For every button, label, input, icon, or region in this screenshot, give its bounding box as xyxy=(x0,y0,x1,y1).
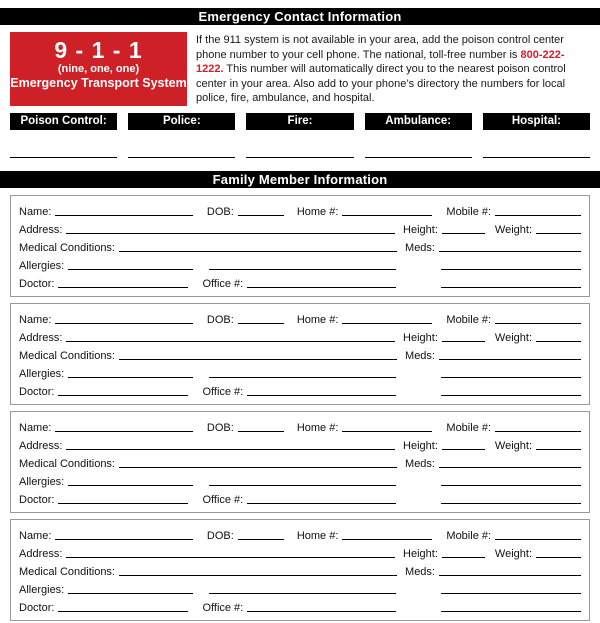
allergies-label: Allergies: xyxy=(19,476,65,488)
home-number-blank-line xyxy=(342,431,432,432)
contact-col-police xyxy=(128,113,235,130)
mobile-number-label: Mobile #: xyxy=(446,206,492,218)
emergency-911-box xyxy=(10,32,187,106)
fire-blank-line xyxy=(246,157,353,158)
poison-control-blank-line xyxy=(10,157,117,158)
allergies-extra-blank-line xyxy=(209,377,396,378)
member-row-allergies xyxy=(19,578,581,596)
contact-label-hospital: Hospital: xyxy=(483,113,590,130)
height-blank-line xyxy=(442,557,485,558)
height-label: Height: xyxy=(403,224,438,236)
doctor-label: Doctor: xyxy=(19,278,55,290)
weight-blank-line xyxy=(536,233,581,234)
doctor-label: Doctor: xyxy=(19,386,55,398)
member-row-allergies xyxy=(19,254,581,272)
allergies-extra-blank-line xyxy=(209,269,396,270)
police-blank-line xyxy=(128,157,235,158)
mobile-number-label: Mobile #: xyxy=(446,314,492,326)
office-number-blank-line xyxy=(247,611,396,612)
contact-col-ambulance xyxy=(365,113,472,130)
member-row-allergies xyxy=(19,362,581,380)
height-label: Height: xyxy=(403,548,438,560)
meds-label: Meds: xyxy=(405,350,435,362)
contact-label-ambulance: Ambulance: xyxy=(365,113,472,130)
doctor-blank-line xyxy=(58,611,188,612)
medical-conditions-blank-line xyxy=(119,359,397,360)
family-member-blocks xyxy=(0,195,600,621)
doctor-blank-line xyxy=(58,287,188,288)
home-number-blank-line xyxy=(342,323,432,324)
home-number-label: Home #: xyxy=(296,530,339,542)
office-number-blank-line xyxy=(247,287,396,288)
height-blank-line xyxy=(442,449,485,450)
poison-control-phone-number: 800-222-1222. xyxy=(196,48,565,76)
meds-blank-line xyxy=(439,251,581,252)
member-row-medical xyxy=(19,344,581,362)
dob-label: DOB: xyxy=(206,206,234,218)
weight-label: Weight: xyxy=(494,440,532,452)
name-label: Name: xyxy=(19,314,52,326)
mobile-number-blank-line xyxy=(495,431,581,432)
member-row-doctor xyxy=(19,488,581,506)
member-row-name xyxy=(19,200,581,218)
top-section xyxy=(10,32,590,106)
office-number-label: Office #: xyxy=(202,494,244,506)
home-number-blank-line xyxy=(342,215,432,216)
emergency-number-phonetic: (nine, one, one) xyxy=(57,63,140,75)
home-number-label: Home #: xyxy=(296,314,339,326)
meds-extra-blank-line-2 xyxy=(441,395,581,396)
member-row-doctor xyxy=(19,380,581,398)
family-member-block xyxy=(10,519,590,621)
name-label: Name: xyxy=(19,422,52,434)
intro-text-after: This number will automatically direct you to the nearest poison control center in your area. Also add to your phone’s directory the numbers for local police, fire, ambulance, and hospital. xyxy=(196,63,566,105)
office-number-blank-line xyxy=(247,503,396,504)
weight-blank-line xyxy=(536,557,581,558)
name-blank-line xyxy=(55,215,193,216)
mobile-number-blank-line xyxy=(495,215,581,216)
allergies-label: Allergies: xyxy=(19,368,65,380)
dob-label: DOB: xyxy=(206,314,234,326)
family-member-block xyxy=(10,411,590,513)
member-row-medical xyxy=(19,560,581,578)
office-number-label: Office #: xyxy=(202,278,244,290)
weight-label: Weight: xyxy=(494,548,532,560)
meds-blank-line xyxy=(439,467,581,468)
contact-col-poison-control xyxy=(10,113,117,130)
meds-label: Meds: xyxy=(405,458,435,470)
intro-paragraph xyxy=(196,32,590,106)
family-section-title: Family Member Information xyxy=(0,171,600,188)
meds-extra-blank-line-2 xyxy=(441,503,581,504)
meds-blank-line xyxy=(439,575,581,576)
medical-conditions-label: Medical Conditions: xyxy=(19,242,115,254)
meds-blank-line xyxy=(439,359,581,360)
medical-conditions-blank-line xyxy=(119,467,397,468)
address-label: Address: xyxy=(19,332,63,344)
mobile-number-blank-line xyxy=(495,323,581,324)
doctor-blank-line xyxy=(58,395,188,396)
meds-extra-blank-line-2 xyxy=(441,287,581,288)
dob-blank-line xyxy=(238,431,284,432)
height-label: Height: xyxy=(403,440,438,452)
weight-label: Weight: xyxy=(494,332,532,344)
weight-blank-line xyxy=(536,449,581,450)
name-label: Name: xyxy=(19,206,52,218)
member-row-medical xyxy=(19,236,581,254)
address-label: Address: xyxy=(19,224,63,236)
member-row-doctor xyxy=(19,596,581,614)
medical-conditions-label: Medical Conditions: xyxy=(19,350,115,362)
member-row-name xyxy=(19,524,581,542)
member-row-allergies xyxy=(19,470,581,488)
contact-label-fire: Fire: xyxy=(246,113,353,130)
member-row-address xyxy=(19,326,581,344)
name-blank-line xyxy=(55,323,193,324)
address-blank-line xyxy=(66,557,395,558)
dob-blank-line xyxy=(238,323,284,324)
medical-conditions-label: Medical Conditions: xyxy=(19,458,115,470)
dob-label: DOB: xyxy=(206,422,234,434)
emergency-number: 9 - 1 - 1 xyxy=(54,37,143,63)
contact-col-hospital xyxy=(483,113,590,130)
allergies-label: Allergies: xyxy=(19,260,65,272)
contact-label-police: Police: xyxy=(128,113,235,130)
address-blank-line xyxy=(66,233,395,234)
height-blank-line xyxy=(442,233,485,234)
address-label: Address: xyxy=(19,548,63,560)
meds-extra-blank-line-1 xyxy=(441,269,581,270)
ambulance-blank-line xyxy=(365,157,472,158)
dob-blank-line xyxy=(238,539,284,540)
allergies-blank-line xyxy=(68,377,193,378)
contact-label-poison-control: Poison Control: xyxy=(10,113,117,130)
intro-text-before: If the 911 system is not available in your area, add the poison control center phone number to your cell phone. The national, toll-free number is xyxy=(196,34,564,61)
name-label: Name: xyxy=(19,530,52,542)
home-number-blank-line xyxy=(342,539,432,540)
home-number-label: Home #: xyxy=(296,422,339,434)
address-blank-line xyxy=(66,449,395,450)
office-number-label: Office #: xyxy=(202,602,244,614)
height-label: Height: xyxy=(403,332,438,344)
meds-extra-blank-line-1 xyxy=(441,377,581,378)
doctor-label: Doctor: xyxy=(19,602,55,614)
member-row-address xyxy=(19,434,581,452)
mobile-number-label: Mobile #: xyxy=(446,422,492,434)
doctor-label: Doctor: xyxy=(19,494,55,506)
meds-label: Meds: xyxy=(405,242,435,254)
member-row-doctor xyxy=(19,272,581,290)
office-number-label: Office #: xyxy=(202,386,244,398)
allergies-label: Allergies: xyxy=(19,584,65,596)
allergies-blank-line xyxy=(68,269,193,270)
weight-blank-line xyxy=(536,341,581,342)
emergency-contacts-labels-row xyxy=(10,113,590,130)
office-number-blank-line xyxy=(247,395,396,396)
member-row-address xyxy=(19,542,581,560)
family-member-block xyxy=(10,303,590,405)
member-row-medical xyxy=(19,452,581,470)
dob-blank-line xyxy=(238,215,284,216)
medical-conditions-blank-line xyxy=(119,251,397,252)
emergency-transport-subtitle: Emergency Transport System xyxy=(10,76,187,90)
mobile-number-label: Mobile #: xyxy=(446,530,492,542)
name-blank-line xyxy=(55,539,193,540)
doctor-blank-line xyxy=(58,503,188,504)
member-row-name xyxy=(19,416,581,434)
medical-conditions-blank-line xyxy=(119,575,397,576)
allergies-blank-line xyxy=(68,485,193,486)
allergies-extra-blank-line xyxy=(209,485,396,486)
meds-extra-blank-line-1 xyxy=(441,485,581,486)
meds-label: Meds: xyxy=(405,566,435,578)
height-blank-line xyxy=(442,341,485,342)
hospital-blank-line xyxy=(483,157,590,158)
home-number-label: Home #: xyxy=(296,206,339,218)
meds-extra-blank-line-1 xyxy=(441,593,581,594)
page-title: Emergency Contact Information xyxy=(0,8,600,25)
address-blank-line xyxy=(66,341,395,342)
emergency-contacts-blank-lines-row xyxy=(10,157,590,158)
name-blank-line xyxy=(55,431,193,432)
allergies-extra-blank-line xyxy=(209,593,396,594)
address-label: Address: xyxy=(19,440,63,452)
mobile-number-blank-line xyxy=(495,539,581,540)
meds-extra-blank-line-2 xyxy=(441,611,581,612)
dob-label: DOB: xyxy=(206,530,234,542)
family-member-block xyxy=(10,195,590,297)
contact-col-fire xyxy=(246,113,353,130)
member-row-address xyxy=(19,218,581,236)
allergies-blank-line xyxy=(68,593,193,594)
medical-conditions-label: Medical Conditions: xyxy=(19,566,115,578)
weight-label: Weight: xyxy=(494,224,532,236)
member-row-name xyxy=(19,308,581,326)
